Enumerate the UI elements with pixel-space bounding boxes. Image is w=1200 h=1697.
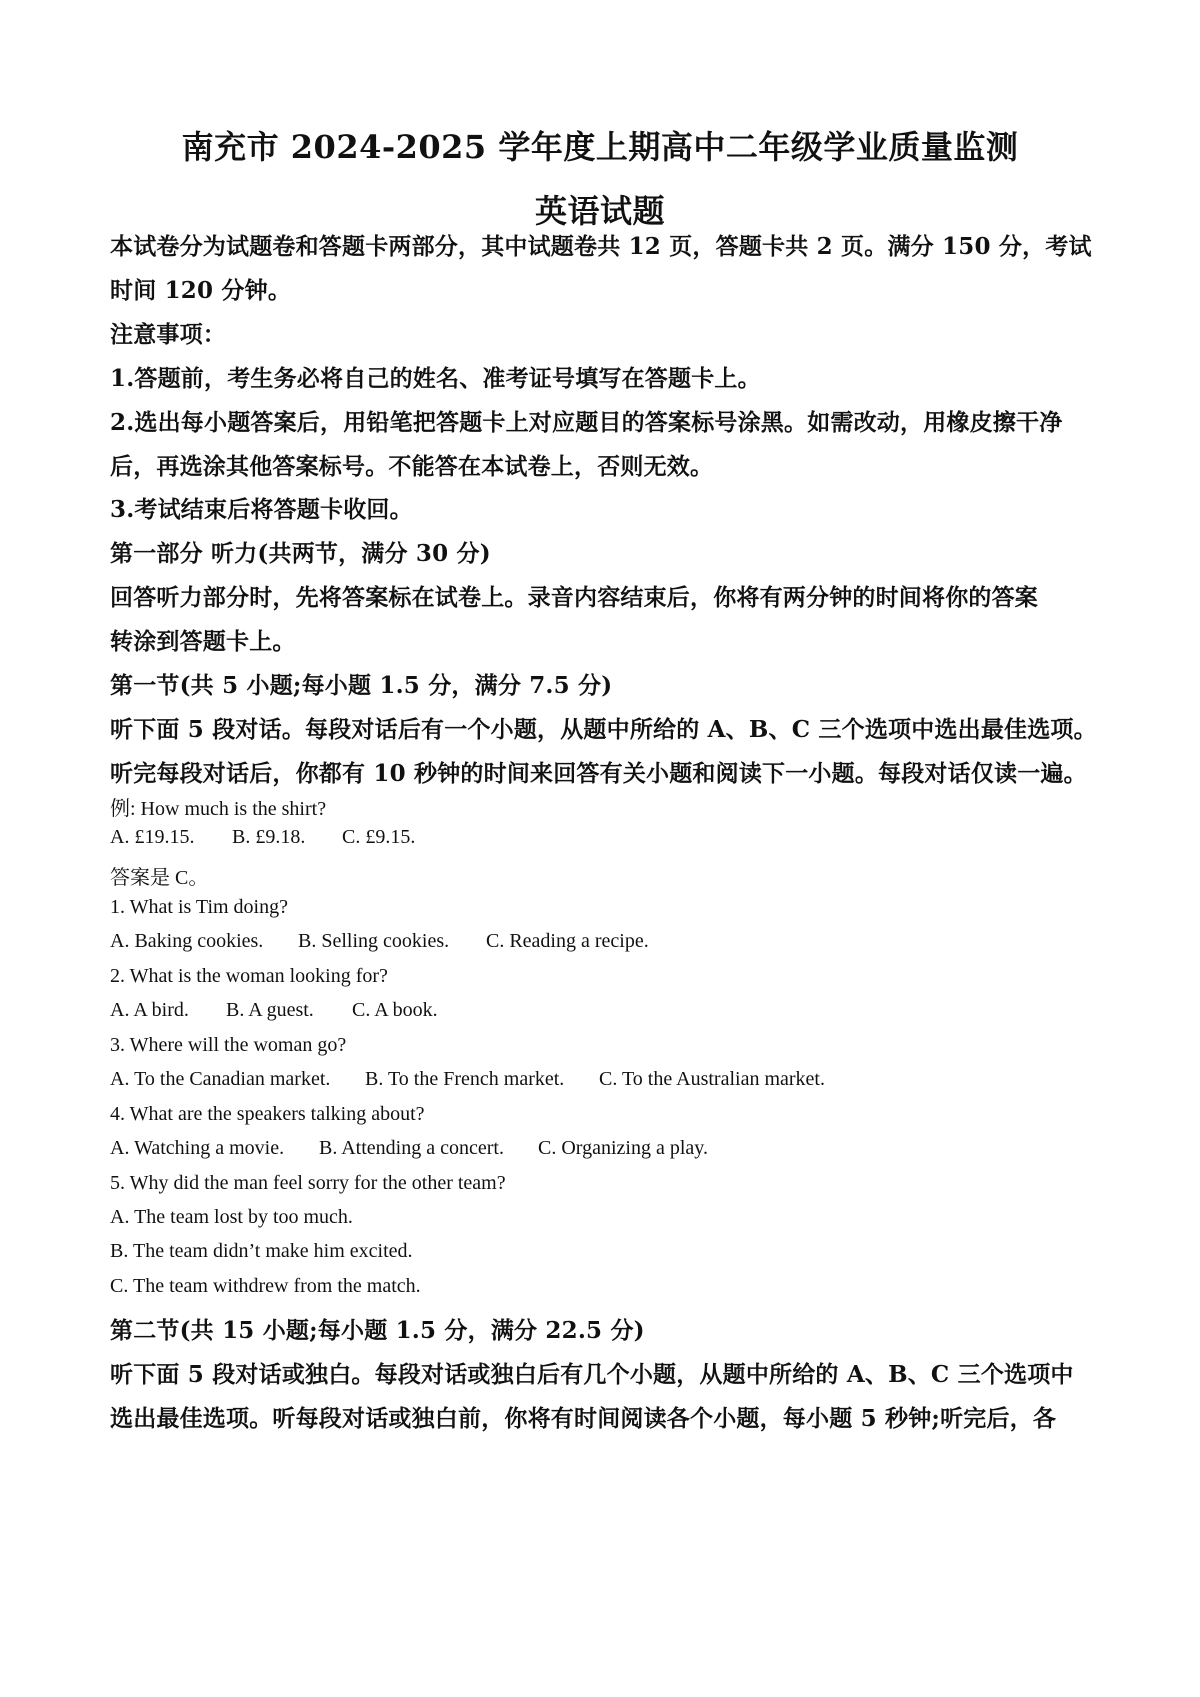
question-2: 2. What is the woman looking for? (110, 965, 388, 987)
question-4-option-b: B. Attending a concert. (319, 1137, 504, 1159)
question-4-option-a: A. Watching a movie. (110, 1137, 285, 1159)
notes-heading: 注意事项： (110, 321, 226, 348)
section1-instruction-line-1: 听下面 5 段对话。每段对话后有一个小题，从题中所给的 A、B、C 三个选项中选出最佳选项。 (110, 716, 1097, 743)
intro-line-1: 本试卷分为试题卷和答题卡两部分，其中试题卷共 12 页，答题卡共 2 页。满分 150 分，考试 (110, 233, 1092, 260)
question-1-option-b: B. Selling cookies. (298, 930, 450, 952)
notes-item-3: 3.考试结束后将答题卡收回。 (110, 496, 413, 523)
question-1: 1. What is Tim doing? (110, 896, 288, 918)
section1-heading: 第一节(共 5 小题;每小题 1.5 分，满分 7.5 分) (110, 672, 613, 699)
question-2-options (110, 999, 1100, 1022)
example-option-a: A. £19.15. (110, 826, 195, 848)
question-5: 5. Why did the man feel sorry for the other team? (110, 1172, 506, 1194)
question-1-options (110, 930, 1100, 953)
example-question: 例: How much is the shirt? (110, 798, 327, 820)
page-title: 南充市 2024-2025 学年度上期高中二年级学业质量监测 (181, 128, 1019, 166)
notes-item-1: 1.答题前，考生务必将自己的姓名、准考证号填写在答题卡上。 (110, 365, 761, 392)
question-1-option-a: A. Baking cookies. (110, 930, 264, 952)
section2-instruction-line-2: 选出最佳选项。听每段对话或独白前，你将有时间阅读各个小题，每小题 5 秒钟;听完后，各 (110, 1405, 1057, 1432)
question-3-options (110, 1068, 1100, 1091)
question-4-option-c: C. Organizing a play. (538, 1137, 708, 1159)
example-answer: 答案是 C。 (110, 867, 209, 889)
question-5-option-b: B. The team didn’t make him excited. (110, 1240, 413, 1262)
question-2-option-c: C. A book. (352, 999, 438, 1021)
question-5-option-a: A. The team lost by too much. (110, 1206, 353, 1228)
notes-item-2-line-2: 后，再选涂其他答案标号。不能答在本试卷上，否则无效。 (110, 453, 714, 480)
question-3-option-a: A. To the Canadian market. (110, 1068, 331, 1090)
intro-line-2: 时间 120 分钟。 (110, 277, 292, 304)
question-2-option-b: B. A guest. (226, 999, 314, 1021)
section2-instruction-line-1: 听下面 5 段对话或独白。每段对话或独白后有几个小题，从题中所给的 A、B、C 三个选项中 (110, 1361, 1074, 1388)
section1-instruction-line-2: 听完每段对话后，你都有 10 秒钟的时间来回答有关小题和阅读下一小题。每段对话仅读一遍。 (110, 760, 1087, 787)
question-1-option-c: C. Reading a recipe. (486, 930, 649, 952)
part1-instruction-line-1: 回答听力部分时，先将答案标在试卷上。录音内容结束后，你将有两分钟的时间将你的答案 (110, 584, 1038, 611)
part1-instruction-line-2: 转涂到答题卡上。 (110, 628, 296, 655)
question-4: 4. What are the speakers talking about? (110, 1103, 425, 1125)
question-5-option-c: C. The team withdrew from the match. (110, 1275, 421, 1297)
section2-heading: 第二节(共 15 小题;每小题 1.5 分，满分 22.5 分) (110, 1317, 645, 1344)
part1-heading: 第一部分 听力(共两节，满分 30 分) (110, 540, 491, 567)
question-4-options (110, 1137, 1100, 1160)
question-3-option-b: B. To the French market. (365, 1068, 565, 1090)
example-options (110, 826, 1100, 849)
question-3: 3. Where will the woman go? (110, 1034, 347, 1056)
question-2-option-a: A. A bird. (110, 999, 189, 1021)
example-option-c: C. £9.15. (342, 826, 416, 848)
question-3-option-c: C. To the Australian market. (599, 1068, 825, 1090)
notes-item-2-line-1: 2.选出每小题答案后，用铅笔把答题卡上对应题目的答案标号涂黑。如需改动，用橡皮擦干净 (110, 409, 1063, 436)
example-option-b: B. £9.18. (232, 826, 306, 848)
page-subtitle: 英语试题 (534, 192, 665, 230)
